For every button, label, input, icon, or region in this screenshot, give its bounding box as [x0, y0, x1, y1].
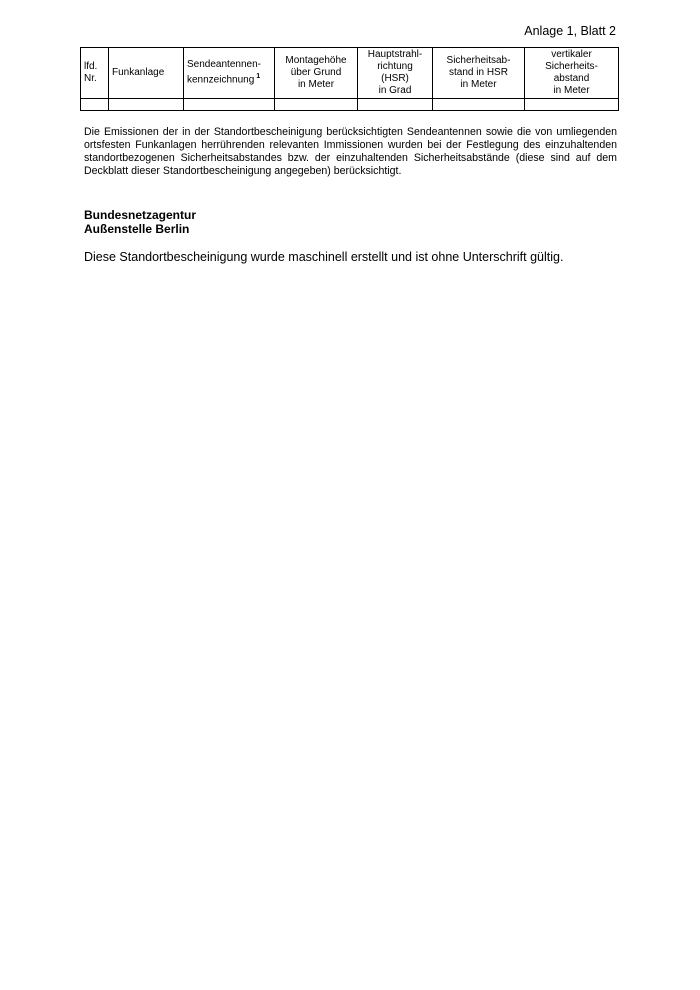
col-header-funkanlage: Funkanlage [109, 48, 184, 99]
table-header-row [81, 48, 619, 99]
agency-office: Außenstelle Berlin [84, 222, 190, 236]
table-cell [184, 99, 275, 111]
agency-name: Bundesnetzagentur [84, 208, 197, 222]
table-cell [81, 99, 109, 111]
sheet-label: Anlage 1, Blatt 2 [524, 24, 616, 38]
col-header-hauptstrahlrichtung: Hauptstrahl- richtung (HSR) in Grad [358, 48, 433, 99]
table-cell [433, 99, 525, 111]
col-header-vertikaler-abstand: vertikaler Sicherheits- abstand in Meter [525, 48, 619, 99]
footnote-marker: 1 [256, 73, 261, 81]
agency-block [84, 208, 196, 236]
col-header-sendeantenne: Sendeantennen- kennzeichnung $^1$ [184, 48, 275, 99]
col-header-sicherheitsabstand: Sicherheitsab- stand in HSR in Meter [433, 48, 525, 99]
antenna-table [80, 47, 619, 111]
emissions-paragraph: Die Emissionen der in der Standortbescheinigung berücksichtigten Sendeantennen sowie die von umliegenden ortsfesten Funkanlagen herrührenden relevanten Immissionen wurden bei der Festlegung des einzuhaltenden standortbezogenen Sicherheitsabstandes bzw. der einzuhaltenden Sicherheitsabstände (diese sind auf dem Deckblatt dieser Standortbescheinigung angegeben) berücksichtigt. [84, 126, 617, 177]
col-header-montagehoehe: Montagehöhe über Grund in Meter [275, 48, 358, 99]
validity-notice: Diese Standortbescheinigung wurde maschinell erstellt und ist ohne Unterschrift gültig. [84, 250, 564, 264]
table-cell [525, 99, 619, 111]
col-header-nr: lfd. Nr. [81, 48, 109, 99]
table-cell [109, 99, 184, 111]
table-cell [275, 99, 358, 111]
table-cell [358, 99, 433, 111]
table-row [81, 99, 619, 111]
